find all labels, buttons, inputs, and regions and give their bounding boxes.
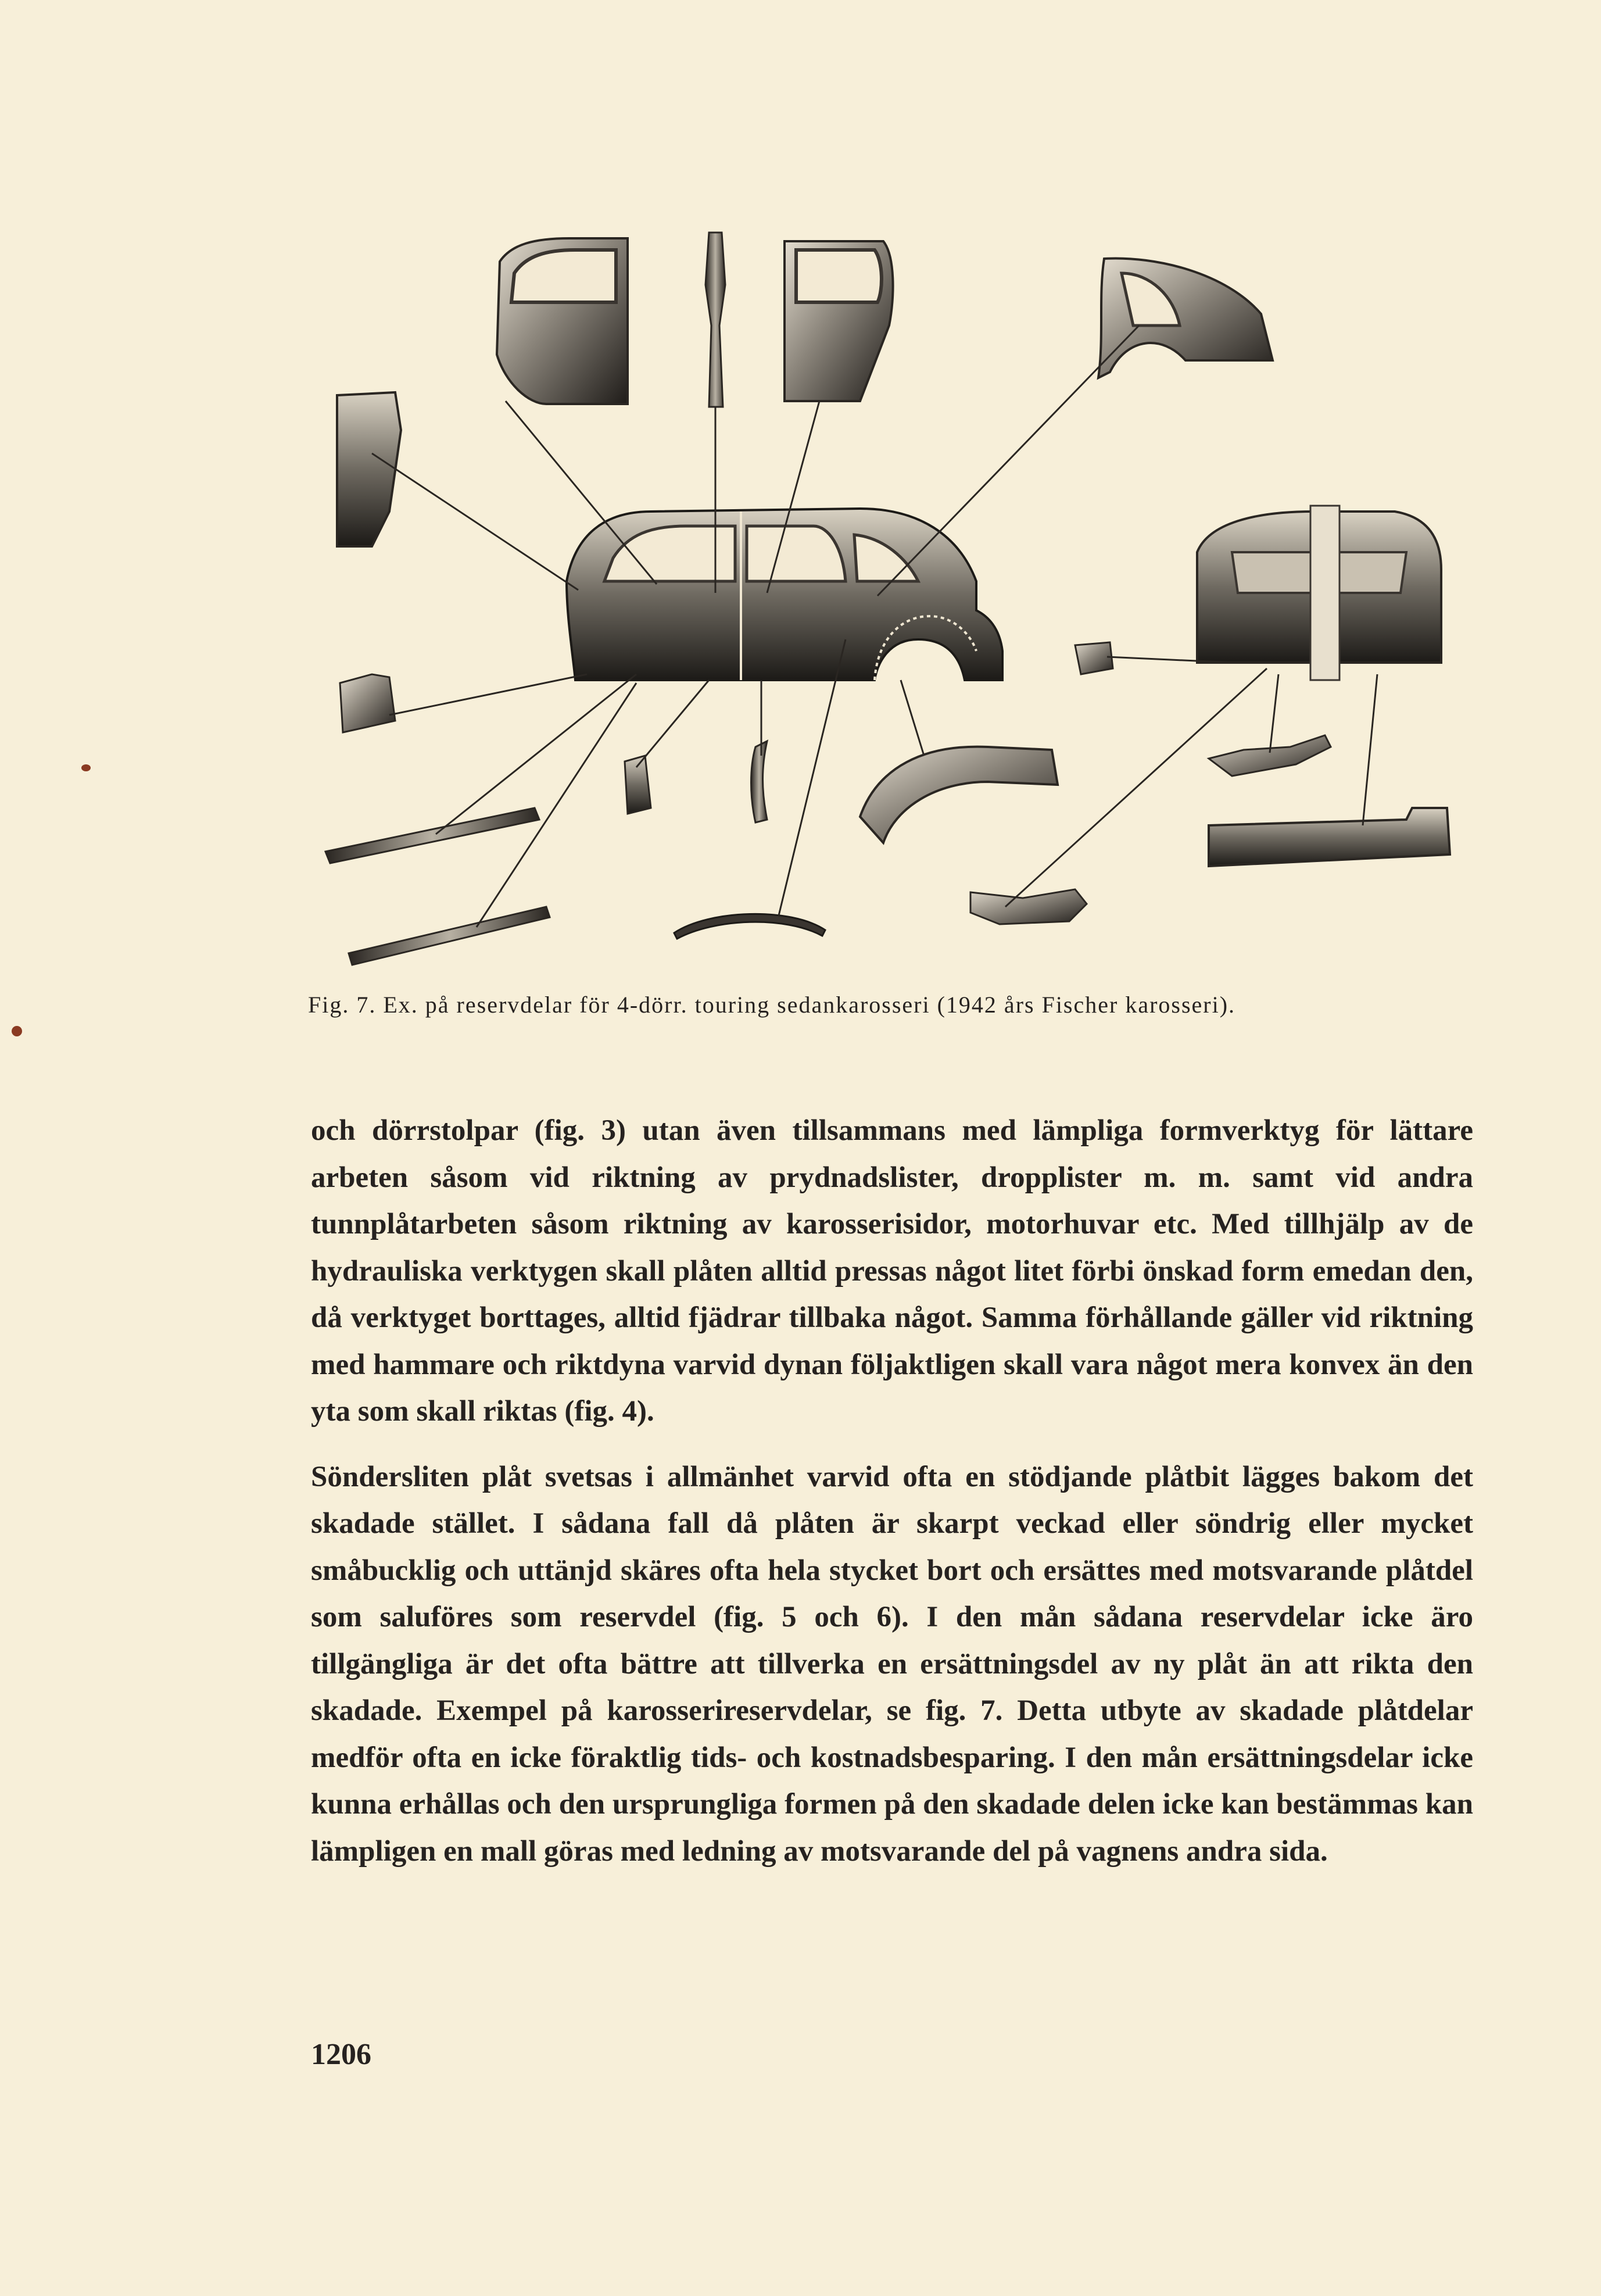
paragraph: Söndersliten plåt svetsas i allmänhet varvid ofta en stödjande plåtbit lägges bakom det skadade stället. I sådana fall då plåten är skarpt veckad eller söndrig eller mycket småbucklig och uttänjd skäres ofta hela stycket bort och ersättes med motsvarande plåtdel som saluföres som reservdel (fig. 5 och 6). I den mån sådana reservdelar icke äro tillgängliga är det ofta bättre att tillverka en ersättningsdel av ny plåt än att rikta den skadade. Exempel på karosserireservdelar, se fig. 7. Detta utbyte av skadade plåtdelar medför ofta en icke föraktlig tids- och kostnadsbesparing. I den mån ersättningsdelar icke kunna erhållas och den ursprungliga formen på den skadade delen icke kan bestämmas kan lämpligen en mall göras med ledning av motsvarande del på vagnens andra sida. — [311, 1460, 1473, 1868]
rear-quarter-panel — [1098, 258, 1273, 378]
floor-brace — [1209, 735, 1331, 776]
rear-rocker-panel — [1209, 808, 1450, 866]
b-pillar — [705, 233, 725, 407]
paragraph: och dörrstolpar (fig. 3) utan även tillsammans med lämpliga formverktyg för lättare arbeten såsom vid riktning av prydnadslister, dropplister m. m. samt vid andra tunnplåtarbeten såsom riktning av karosserisidor, motorhuvar etc. Med tillhjälp av de hydrauliska verktygen skall plåten alltid pressas något litet förbi önskad form emedan den, då verktyget borttages, alltid fjädrar tillbaka något. Samma förhållande gäller vid riktning med hammare och riktdyna varvid dynan följaktligen skall vara något mera konvex än den yta som skall riktas (fig. 4). — [311, 1114, 1473, 1428]
wheel-arch-strip — [751, 741, 768, 822]
cowl-bracket — [340, 674, 395, 732]
figure-caption: Fig. 7. Ex. på reservdelar för 4-dörr. touring sedankarosseri (1942 års Fischer karosseri). — [308, 992, 1236, 1018]
car-parts-diagram — [302, 209, 1499, 1000]
roof-drip-rail — [674, 914, 825, 939]
rear-body-section — [1197, 506, 1441, 680]
rear-door — [785, 241, 893, 401]
margin-mark-top — [81, 764, 91, 771]
car-parts-figure — [302, 209, 1499, 1000]
rocker-panel-lower — [349, 907, 550, 965]
front-fender-panel — [337, 392, 401, 546]
rocker-panel-upper — [325, 808, 539, 863]
margin-mark-bottom — [12, 1026, 22, 1036]
rear-bracket — [1075, 642, 1113, 674]
page-number: 1206 — [311, 2038, 371, 2071]
body-text — [311, 1107, 1473, 1875]
wheel-arch-panel — [860, 747, 1058, 843]
rear-floor-piece — [970, 889, 1087, 924]
front-door — [497, 238, 628, 404]
